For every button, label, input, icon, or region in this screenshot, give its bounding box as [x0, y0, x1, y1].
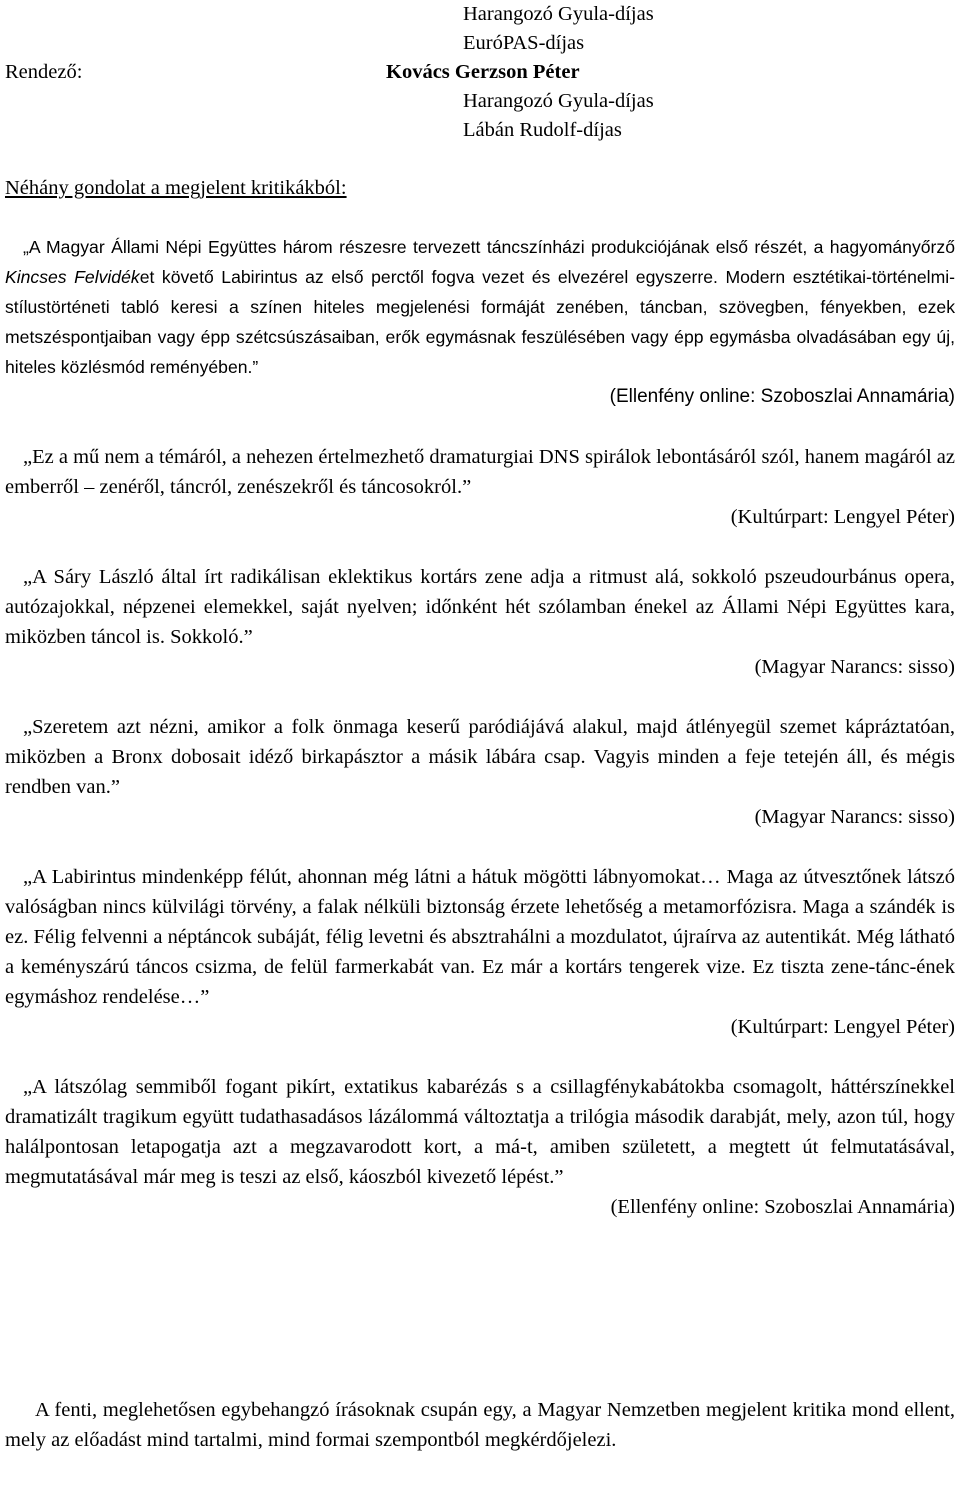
quote-source: (Magyar Narancs: sisso)	[754, 656, 955, 678]
paragraph-gap	[5, 1042, 955, 1072]
quote-text: „Szeretem azt nézni, amikor a folk önmaga keserű paródiájává alakul, majd átlényegül szemet kápráztatóan, miközben a Bronx dobosait idéző birkapásztor a másik lábára csap. Vagyis minden a feje tetején áll, és mégis rendben van.”	[5, 716, 955, 798]
role-label: Rendező:	[5, 61, 83, 83]
quote-text: „A Magyar Állami Népi Együttes három részesre tervezett táncszínházi produkciójának első részét, a hagyományőrző	[23, 237, 955, 257]
quote-source: (Magyar Narancs: sisso)	[754, 806, 955, 828]
review-quotes	[5, 232, 955, 1222]
paragraph-gap	[5, 532, 955, 562]
quote-italic-text: Kincses Felvidék	[5, 267, 140, 287]
review-quote	[5, 232, 955, 382]
document-page	[5, 0, 955, 1451]
quote-text: „Ez a mű nem a témáról, a nehezen értelmezhető dramaturgiai DNS spirálok lebontásáról szól, hanem magáról az emberről – zenéről, táncról, zenészekről és táncosokról.”	[5, 446, 955, 498]
review-quote	[5, 562, 955, 652]
credit-award-1: Harangozó Gyula-díjas	[463, 3, 654, 25]
section-heading: Néhány gondolat a megjelent kritikákból:	[5, 177, 347, 199]
quote-source: (Kultúrpart: Lengyel Péter)	[730, 1016, 955, 1038]
review-quote	[5, 712, 955, 802]
credit-award-4: Lábán Rudolf-díjas	[463, 119, 622, 141]
quote-source: (Kultúrpart: Lengyel Péter)	[730, 506, 955, 528]
review-quote	[5, 442, 955, 502]
credit-award-2: EuróPAS-díjas	[463, 32, 585, 54]
paragraph-gap	[5, 412, 955, 442]
quote-text: „A Sáry László által írt radikálisan eklektikus kortárs zene adja a ritmust alá, sokkoló pszeudourbánus opera, autózajokkal, népzenei elemekkel, saját nyelven; időnként hét szólamban énekel az Állami Népi Együttes kara, miközben táncol is. Sokkoló.”	[5, 566, 955, 648]
review-quote	[5, 862, 955, 1012]
credits-block	[5, 0, 955, 148]
paragraph-gap	[5, 682, 955, 712]
conclusion-text: A fenti, meglehetősen egybehangzó írásoknak csupán egy, a Magyar Nemzetben megjelent kritika mond ellent, mely az előadást mind tartalmi, mind formai szempontból megkérdőjelezi.	[5, 1399, 955, 1451]
paragraph-gap	[5, 832, 955, 862]
quote-text: „A Labirintus mindenképp félút, ahonnan még látni a hátuk mögötti lábnyomokat… Maga az útvesztőnek látszó valóságban nincs külvilági törvény, a falak nélküli biztonság érzete lehetőség a metamorfózisra. Maga a szándék is ez. Félig felvenni a néptáncok subáját, félig levetni és absztrahálni a mozdulatot, újraírva az autentikát. Még látható a keményszárú táncos csizma, de felül farmerkabát van. Ez már a kortárs tengerek vize. Ez tiszta zene-tánc-ének egymáshoz rendelése…”	[5, 866, 955, 1008]
director-name: Kovács Gerzson Péter	[386, 61, 580, 83]
conclusion-paragraph	[5, 1395, 955, 1455]
credit-award-3: Harangozó Gyula-díjas	[463, 90, 654, 112]
quote-text: et követő Labirintus az első perctől fogva vezet és elvezérel egyszerre. Modern esztétikai-történelmi-stílustörténeti tabló keresi a színen hiteles megjelenési formáját zenében, táncban, szövegben, fényekben, ezek metszéspontjaiban vagy épp szétcsúszásaiban, erők egymásnak feszülésében vagy épp egymásba olvadásában egy új, hiteles közlésmód reményében.”	[5, 267, 955, 377]
review-quote	[5, 1072, 955, 1192]
quote-source: (Ellenfény online: Szoboszlai Annamária)	[609, 386, 955, 407]
quote-text: „A látszólag semmiből fogant pikírt, extatikus kabarézás s a csillagfénykabátokba csomagolt, háttérszínekkel dramatizált tragikum együtt tudathasadásos lázálommá változtatja a trilógia második darabját, mely, azon túl, hogy halálpontosan letapogatja azt a megzavarodott kort, a má-t, amiben született, a megtett út felmutatásával, megmutatásával már meg is teszi az első, káoszból kivezető lépést.”	[5, 1076, 955, 1188]
quote-source: (Ellenfény online: Szoboszlai Annamária)	[610, 1196, 955, 1218]
